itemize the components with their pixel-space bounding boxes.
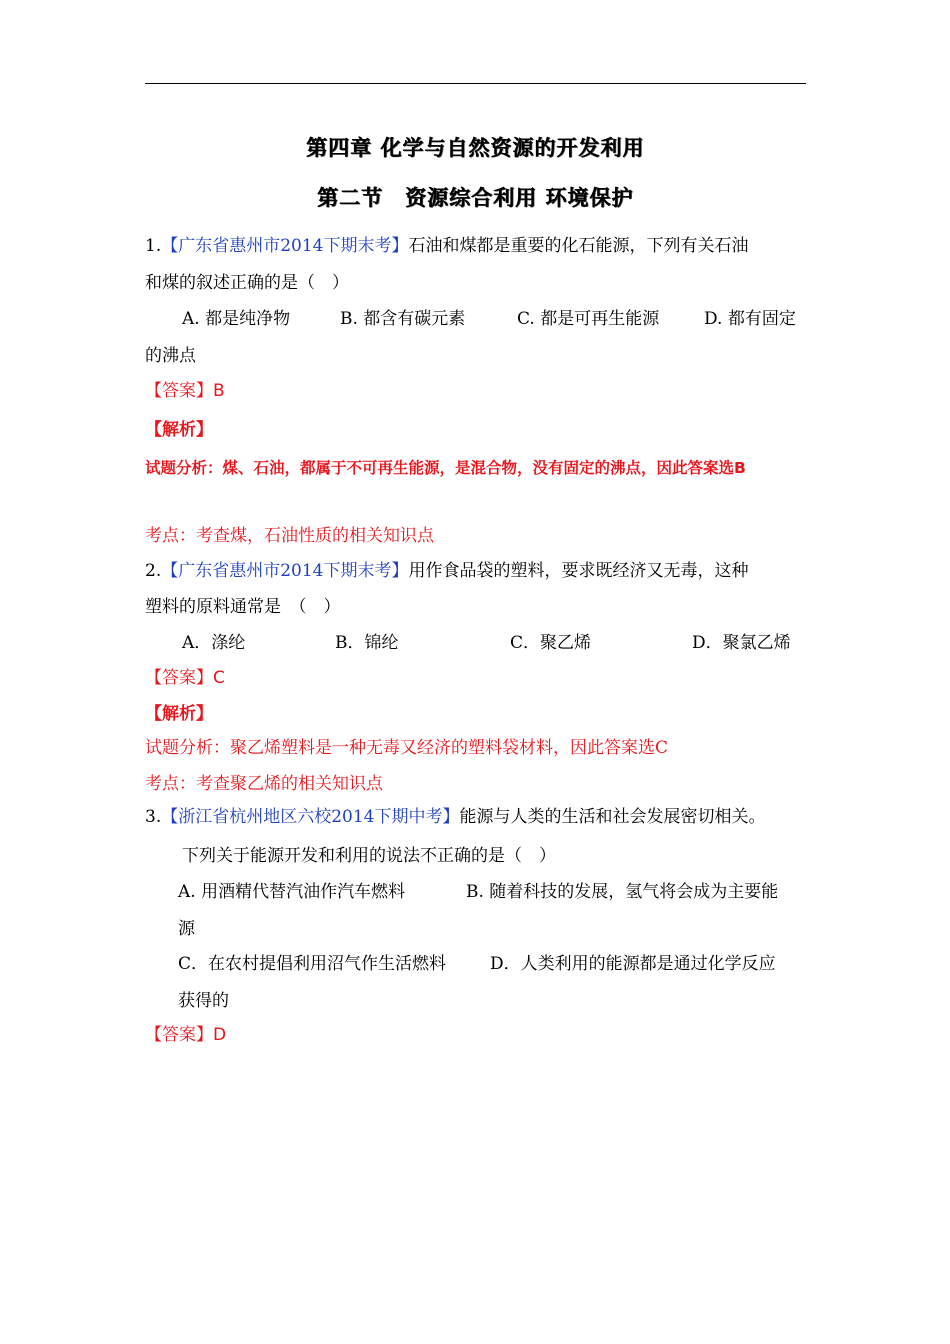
- answer-line: [145, 380, 225, 402]
- option-c: C．聚乙烯: [510, 633, 592, 653]
- analysis-text: 试题分析：聚乙烯塑料是一种无毒又经济的塑料袋材料，因此答案选C: [145, 738, 669, 758]
- question-number: 1.: [145, 236, 162, 256]
- section-title: 第二节 资源综合利用 环境保护: [317, 185, 634, 210]
- option-d-continued: 获得的: [178, 991, 229, 1011]
- question-number: 3.: [145, 807, 162, 827]
- analysis-text: 试题分析：煤、石油，都属于不可再生能源，是混合物，没有固定的沸点，因此答案选B: [145, 459, 746, 477]
- question-3-stem-line-2: 下列关于能源开发和利用的说法不正确的是（ ）: [182, 846, 556, 866]
- chapter-title: 第四章 化学与自然资源的开发利用: [306, 135, 645, 160]
- knowledge-point: 考点：考查聚乙烯的相关知识点: [145, 774, 383, 794]
- question-source: 【广东省惠州市2014下期末考】: [161, 236, 409, 256]
- answer-label: 【答案】: [145, 668, 213, 688]
- question-2-stem-line-1: [145, 560, 749, 582]
- question-1-stem-line-1: [145, 235, 749, 257]
- question-source: 【广东省惠州市2014下期末考】: [161, 561, 409, 581]
- answer-label: 【答案】: [145, 381, 213, 401]
- option-b: B. 都含有碳元素: [340, 309, 466, 329]
- question-source: 【浙江省杭州地区六校2014下期中考】: [161, 807, 460, 827]
- option-d: D．聚氯乙烯: [692, 633, 791, 653]
- question-1-stem-line-2: 和煤的叙述正确的是（ ）: [145, 273, 349, 293]
- analysis-label: 【解析】: [145, 420, 213, 440]
- question-number: 2.: [145, 561, 162, 581]
- option-b: B. 随着科技的发展，氢气将会成为主要能: [466, 882, 779, 902]
- option-d-continued: 的沸点: [145, 346, 196, 366]
- option-c: C. 都是可再生能源: [517, 309, 660, 329]
- question-stem: 用作食品袋的塑料，要求既经济又无毒，这种: [408, 561, 749, 581]
- knowledge-point: 考点：考查煤，石油性质的相关知识点: [145, 526, 434, 546]
- question-stem: 石油和煤都是重要的化石能源，下列有关石油: [408, 236, 749, 256]
- option-d: D. 都有固定: [704, 309, 796, 329]
- answer-label: 【答案】: [145, 1025, 213, 1045]
- question-stem: 能源与人类的生活和社会发展密切相关。: [459, 807, 766, 827]
- option-d: D．人类利用的能源都是通过化学反应: [490, 954, 776, 974]
- option-a: A. 用酒精代替汽油作汽车燃料: [178, 882, 406, 902]
- option-a: A. 都是纯净物: [182, 309, 291, 329]
- option-b: B．锦纶: [335, 633, 399, 653]
- answer-line: [145, 1024, 226, 1046]
- header-rule: [145, 83, 806, 84]
- question-2-stem-line-2: 塑料的原料通常是 （ ）: [145, 597, 341, 617]
- answer-line: [145, 667, 225, 689]
- question-3-stem-line-1: [145, 806, 766, 828]
- option-b-continued: 源: [178, 919, 195, 939]
- analysis-label: 【解析】: [145, 704, 213, 724]
- answer-value: B: [213, 381, 225, 401]
- option-a: A．涤纶: [182, 633, 246, 653]
- answer-value: D: [213, 1025, 227, 1045]
- option-c: C．在农村提倡利用沼气作生活燃料: [178, 954, 447, 974]
- answer-value: C: [213, 668, 225, 688]
